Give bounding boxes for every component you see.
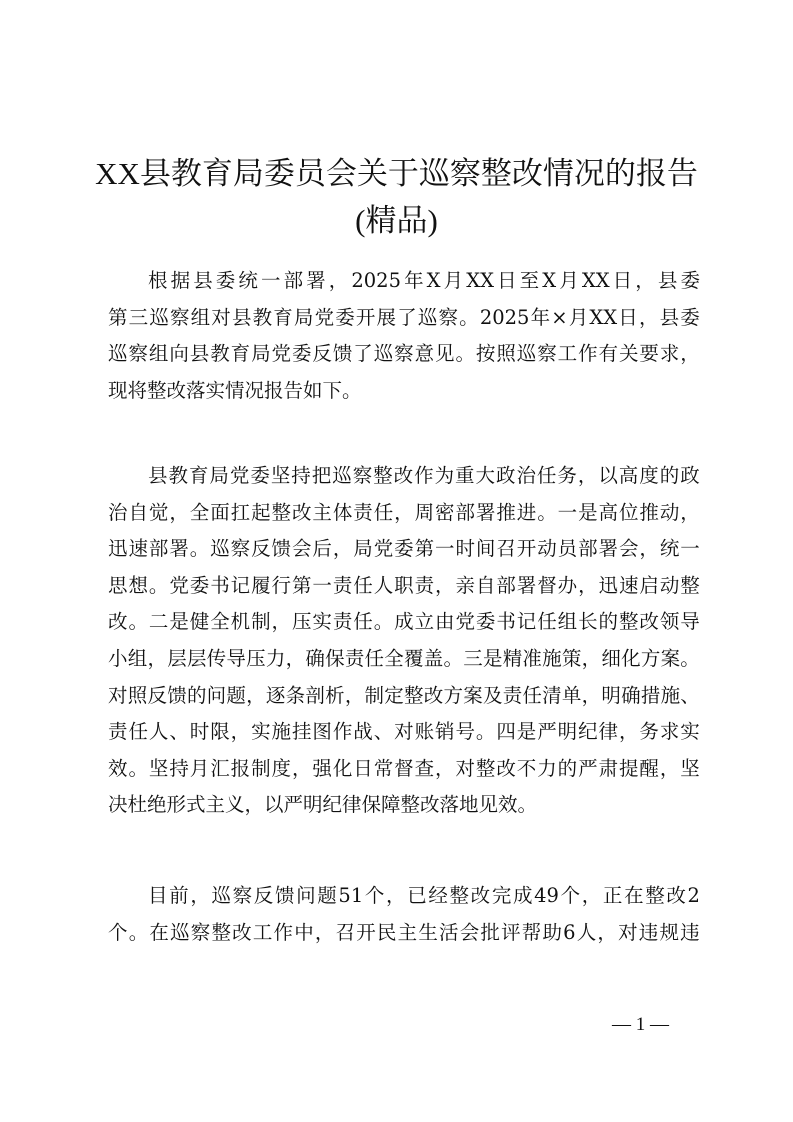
- page-number: — 1 —: [612, 1014, 669, 1035]
- text-line: 责 任 人 、 时 限 ， 实 施 挂 图 作 战 、 对 账 销 号 。 四 是 严 明 纪 律 ， 务 求 实: [108, 720, 700, 744]
- text-line: 目 前 ， 巡 察 反 馈 问 题 51 个 ， 已 经 整 改 完 成 49 个 ， 正 在 整 改 2: [148, 884, 700, 907]
- text-line: 思 想 。 党 委 书 记 履 行 第 一 责 任 人 职 责 ， 亲 自 部 署 督 办 ， 迅 速 启 动 整: [108, 573, 700, 597]
- text-line: 治 自 觉 ， 全 面 扛 起 整 改 主 体 责 任 ， 周 密 部 署 推 进 。 一 是 高 位 推 动 ，: [108, 500, 700, 524]
- text-line: 第 三 巡 察 组 对 县 教 育 局 党 委 开 展 了 巡 察 。 2025 年 × 月 XX 日 ， 县 委: [108, 305, 700, 329]
- text-line: 效 。 坚 持 月 汇 报 制 度 ， 强 化 日 常 督 查 ， 对 整 改 不 力 的 严 肃 提 醒 ， 坚: [108, 756, 700, 780]
- text-line: 对 照 反 馈 的 问 题 ， 逐 条 剖 析 ， 制 定 整 改 方 案 及 责 任 清 单 ， 明 确 措 施 、: [108, 683, 700, 707]
- paragraph-intro: [108, 263, 700, 409]
- paragraph-measures: [108, 458, 700, 824]
- document-subtitle: (精品): [355, 203, 438, 238]
- text-line: 县 教 育 局 党 委 坚 持 把 巡 察 整 改 作 为 重 大 政 治 任 务 ， 以 高 度 的 政: [148, 464, 700, 487]
- text-line: 小 组 ， 层 层 传 导 压 力 ， 确 保 责 任 全 覆 盖 。 三 是 精 准 施 策 ， 细 化 方 案 。: [108, 646, 700, 670]
- text-line: 改 。 二 是 健 全 机 制 ， 压 实 责 任 。 成 立 由 党 委 书 记 任 组 长 的 整 改 领 导: [108, 610, 700, 634]
- text-line: 迅 速 部 署 。 巡 察 反 馈 会 后 ， 局 党 委 第 一 时 间 召 开 动 员 部 署 会 ， 统 一: [108, 537, 700, 561]
- paragraph-progress: [108, 878, 700, 951]
- document-title: XX县教育局委员会关于巡察整改情况的报告: [95, 156, 698, 191]
- text-line: 根 据 县 委 统 一 部 署 ， 2025 年 X 月 XX 日 至 X 月 XX 日 ， 县 委: [148, 269, 700, 292]
- text-line: 决杜绝形式主义，以严明纪律保障整改落地见效。: [108, 793, 538, 817]
- text-line: 巡 察 组 向 县 教 育 局 党 委 反 馈 了 巡 察 意 见 。 按 照 巡 察 工 作 有 关 要 求 ，: [108, 342, 700, 366]
- text-line: 现将整改落实情况报告如下。: [108, 378, 362, 402]
- text-line: 个 。 在 巡 察 整 改 工 作 中 ， 召 开 民 主 生 活 会 批 评 帮 助 6 人 ， 对 违 规 违: [108, 920, 700, 944]
